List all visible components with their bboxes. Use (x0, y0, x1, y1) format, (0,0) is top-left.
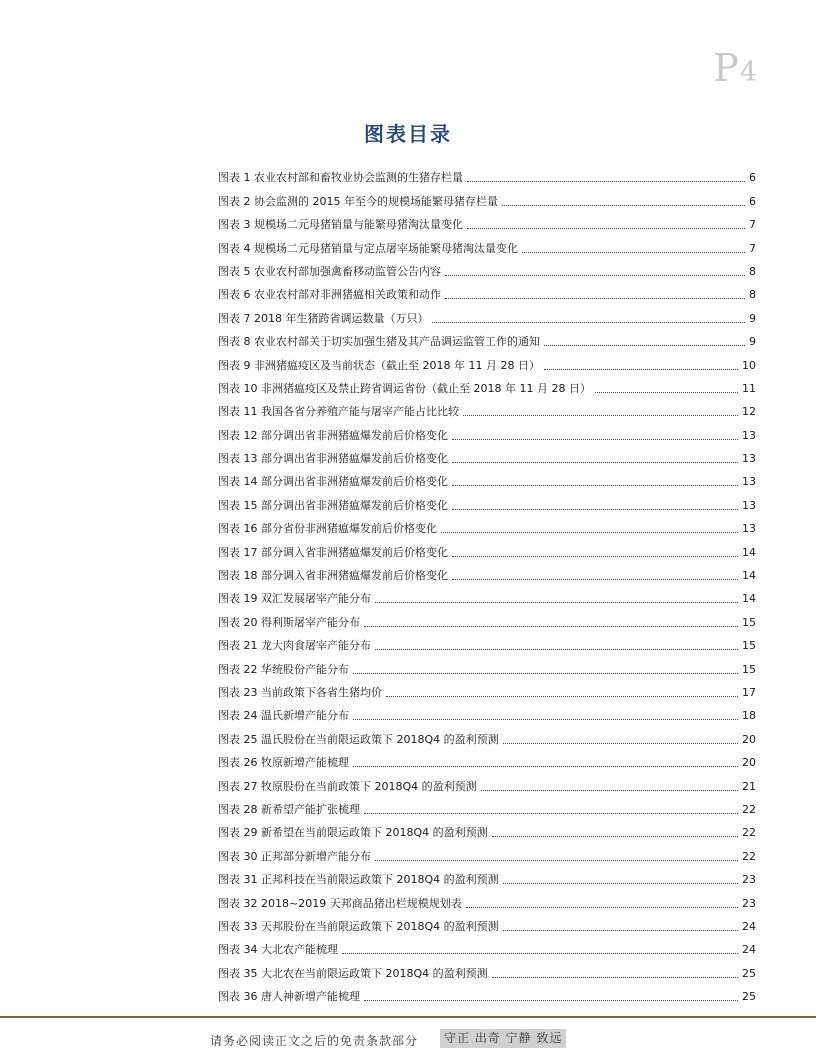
toc-entry-page: 14 (742, 592, 756, 606)
toc-dot-leader (522, 252, 745, 253)
toc-dot-leader (452, 556, 738, 557)
toc-entry[interactable] (218, 513, 756, 536)
toc-dot-leader (353, 673, 738, 674)
toc-entry-label: 图表 33 天邦股份在当前限运政策下 2018Q4 的盈利预测 (218, 919, 499, 933)
toc-entry-label: 图表 27 牧原股份在当前政策下 2018Q4 的盈利预测 (218, 779, 477, 793)
toc-entry-page: 9 (749, 311, 756, 325)
toc-entry[interactable] (218, 396, 756, 419)
toc-entry-page: 15 (742, 615, 756, 629)
toc-dot-leader (492, 836, 738, 837)
toc-entry[interactable] (218, 489, 756, 512)
toc-dot-leader (445, 275, 745, 276)
toc-entry-page: 13 (742, 428, 756, 442)
toc-entry-page: 22 (742, 849, 756, 863)
toc-entry[interactable] (218, 373, 756, 396)
toc-dot-leader (452, 439, 738, 440)
toc-entry[interactable] (218, 162, 756, 185)
toc-entry[interactable] (218, 349, 756, 372)
toc-entry-page: 10 (742, 358, 756, 372)
toc-dot-leader (492, 977, 738, 978)
toc-dot-leader (595, 392, 738, 393)
toc-entry-label: 图表 17 部分调入省非洲猪瘟爆发前后价格变化 (218, 545, 448, 559)
toc-entry-label: 图表 5 农业农村部加强禽畜移动监管公告内容 (218, 264, 441, 278)
toc-entry[interactable] (218, 677, 756, 700)
toc-entry-page: 6 (749, 194, 756, 208)
toc-dot-leader (386, 696, 738, 697)
toc-entry-label: 图表 26 牧原新增产能梳理 (218, 756, 349, 770)
toc-entry-label: 图表 16 部分省份非洲猪瘟爆发前后价格变化 (218, 522, 437, 536)
toc-entry[interactable] (218, 326, 756, 349)
toc-entry-page: 20 (742, 756, 756, 770)
toc-entry[interactable] (218, 934, 756, 957)
toc-entry[interactable] (218, 583, 756, 606)
toc-dot-leader (342, 953, 738, 954)
toc-entry-label: 图表 3 规模场二元母猪销量与能繁母猪淘汰量变化 (218, 218, 463, 232)
toc-entry[interactable] (218, 911, 756, 934)
toc-entry-page: 13 (742, 475, 756, 489)
toc-dot-leader (432, 322, 745, 323)
toc-dot-leader (364, 1000, 738, 1001)
toc-entry-page: 21 (742, 779, 756, 793)
toc-entry-page: 7 (749, 241, 756, 255)
toc-entry[interactable] (218, 536, 756, 559)
page-number-prefix: P (713, 46, 740, 90)
toc-entry[interactable] (218, 279, 756, 302)
toc-entry-label: 图表 22 华统股份产能分布 (218, 662, 349, 676)
toc-entry-label: 图表 4 规模场二元母猪销量与定点屠宰场能繁母猪淘汰量变化 (218, 241, 518, 255)
toc-entry-label: 图表 12 部分调出省非洲猪瘟爆发前后价格变化 (218, 428, 448, 442)
toc-entry-page: 25 (742, 966, 756, 980)
toc-entry[interactable] (218, 630, 756, 653)
toc-entry[interactable] (218, 864, 756, 887)
toc-entry[interactable] (218, 232, 756, 255)
footer-slogan: 守正 出奇 宁静 致远 (440, 1029, 566, 1048)
toc-entry[interactable] (218, 653, 756, 676)
toc-entry-page: 23 (742, 873, 756, 887)
toc-entry-page: 8 (749, 264, 756, 278)
toc-entry-label: 图表 13 部分调出省非洲猪瘟爆发前后价格变化 (218, 452, 448, 466)
toc-entry-label: 图表 2 协会监测的 2015 年至今的规模场能繁母猪存栏量 (218, 194, 498, 208)
toc-dot-leader (467, 181, 745, 182)
toc-dot-leader (364, 626, 738, 627)
toc-entry[interactable] (218, 466, 756, 489)
toc-entry-label: 图表 1 农业农村部和畜牧业协会监测的生猪存栏量 (218, 171, 463, 185)
toc-entry-label: 图表 19 双汇发展屠宰产能分布 (218, 592, 371, 606)
toc-entry-page: 14 (742, 569, 756, 583)
toc-dot-leader (452, 509, 738, 510)
toc-dot-leader (445, 298, 745, 299)
toc-entry-page: 17 (742, 685, 756, 699)
toc-entry-page: 14 (742, 545, 756, 559)
toc-entry[interactable] (218, 209, 756, 232)
toc-entry[interactable] (218, 840, 756, 863)
toc-entry-label: 图表 32 2018~2019 天邦商品猪出栏规模规划表 (218, 896, 462, 910)
toc-entry-label: 图表 20 得利斯屠宰产能分布 (218, 615, 360, 629)
toc-dot-leader (452, 462, 738, 463)
toc-entry-label: 图表 31 正邦科技在当前限运政策下 2018Q4 的盈利预测 (218, 873, 499, 887)
toc-entry[interactable] (218, 606, 756, 629)
toc-entry-page: 15 (742, 639, 756, 653)
toc-entry-label: 图表 25 温氏股份在当前限运政策下 2018Q4 的盈利预测 (218, 732, 499, 746)
toc-entry-page: 20 (742, 732, 756, 746)
toc-dot-leader (467, 228, 745, 229)
toc-list (218, 162, 756, 1004)
toc-entry-page: 8 (749, 288, 756, 302)
toc-entry-label: 图表 14 部分调出省非洲猪瘟爆发前后价格变化 (218, 475, 448, 489)
toc-entry[interactable] (218, 723, 756, 746)
toc-dot-leader (481, 790, 738, 791)
toc-dot-leader (503, 743, 738, 744)
toc-entry[interactable] (218, 747, 756, 770)
toc-entry-label: 图表 11 我国各省分养殖产能与屠宰产能占比比较 (218, 405, 459, 419)
toc-entry-label: 图表 18 部分调入省非洲猪瘟爆发前后价格变化 (218, 569, 448, 583)
toc-entry-label: 图表 9 非洲猪瘟疫区及当前状态（截止至 2018 年 11 月 28 日） (218, 358, 540, 372)
toc-entry[interactable] (218, 443, 756, 466)
toc-dot-leader (364, 813, 738, 814)
toc-entry-page: 15 (742, 662, 756, 676)
toc-entry[interactable] (218, 185, 756, 208)
toc-entry-page: 24 (742, 919, 756, 933)
toc-entry-page: 23 (742, 896, 756, 910)
toc-entry[interactable] (218, 700, 756, 723)
toc-entry-label: 图表 29 新希望在当前限运政策下 2018Q4 的盈利预测 (218, 826, 488, 840)
toc-entry-page: 6 (749, 171, 756, 185)
toc-entry[interactable] (218, 957, 756, 980)
toc-entry-label: 图表 34 大北农产能梳理 (218, 943, 338, 957)
toc-entry-label: 图表 35 大北农在当前限运政策下 2018Q4 的盈利预测 (218, 966, 488, 980)
toc-dot-leader (466, 907, 738, 908)
toc-entry-page: 18 (742, 709, 756, 723)
toc-dot-leader (353, 719, 738, 720)
toc-entry-page: 12 (742, 405, 756, 419)
toc-entry-page: 11 (742, 381, 756, 395)
toc-dot-leader (502, 205, 745, 206)
toc-entry[interactable] (218, 981, 756, 1004)
toc-entry-page: 13 (742, 522, 756, 536)
toc-dot-leader (503, 883, 738, 884)
toc-dot-leader (452, 579, 738, 580)
toc-entry-page: 13 (742, 452, 756, 466)
toc-entry-page: 22 (742, 826, 756, 840)
toc-entry[interactable] (218, 887, 756, 910)
toc-entry[interactable] (218, 770, 756, 793)
toc-dot-leader (375, 649, 738, 650)
toc-entry-label: 图表 10 非洲猪瘟疫区及禁止跨省调运省份（截止至 2018 年 11 月 28 日） (218, 381, 591, 395)
page-number-digit: 4 (739, 57, 758, 88)
toc-dot-leader (353, 766, 738, 767)
toc-dot-leader (503, 930, 738, 931)
toc-entry[interactable] (218, 817, 756, 840)
toc-entry-label: 图表 28 新希望产能扩张梳理 (218, 802, 360, 816)
toc-dot-leader (375, 602, 738, 603)
footer-divider (0, 1016, 816, 1018)
toc-entry-page: 13 (742, 498, 756, 512)
toc-dot-leader (441, 532, 738, 533)
toc-entry-label: 图表 21 龙大肉食屠宰产能分布 (218, 639, 371, 653)
toc-entry-page: 24 (742, 943, 756, 957)
toc-entry[interactable] (218, 560, 756, 583)
toc-entry-label: 图表 8 农业农村部关于切实加强生猪及其产品调运监管工作的通知 (218, 335, 540, 349)
toc-entry[interactable] (218, 419, 756, 442)
toc-dot-leader (463, 415, 738, 416)
toc-entry-label: 图表 15 部分调出省非洲猪瘟爆发前后价格变化 (218, 498, 448, 512)
toc-entry-label: 图表 24 温氏新增产能分布 (218, 709, 349, 723)
toc-entry-label: 图表 30 正邦部分新增产能分布 (218, 849, 371, 863)
toc-dot-leader (452, 485, 738, 486)
toc-dot-leader (544, 369, 738, 370)
page-number (713, 46, 758, 90)
toc-entry-label: 图表 23 当前政策下各省生猪均价 (218, 685, 382, 699)
toc-entry[interactable] (218, 794, 756, 817)
toc-entry-page: 22 (742, 802, 756, 816)
toc-entry-page: 7 (749, 218, 756, 232)
footer-disclaimer: 请务必阅读正文之后的免责条款部分 (210, 1034, 419, 1048)
toc-entry-label: 图表 7 2018 年生猪跨省调运数量（万只） (218, 311, 429, 325)
toc-entry-page: 9 (749, 335, 756, 349)
toc-title: 图表目录 (364, 122, 452, 146)
toc-entry-label: 图表 6 农业农村部对非洲猪瘟相关政策和动作 (218, 288, 441, 302)
toc-entry[interactable] (218, 302, 756, 325)
toc-dot-leader (375, 860, 738, 861)
toc-entry-label: 图表 36 唐人神新增产能梳理 (218, 990, 360, 1004)
toc-entry[interactable] (218, 256, 756, 279)
toc-entry-page: 25 (742, 990, 756, 1004)
toc-dot-leader (544, 345, 745, 346)
